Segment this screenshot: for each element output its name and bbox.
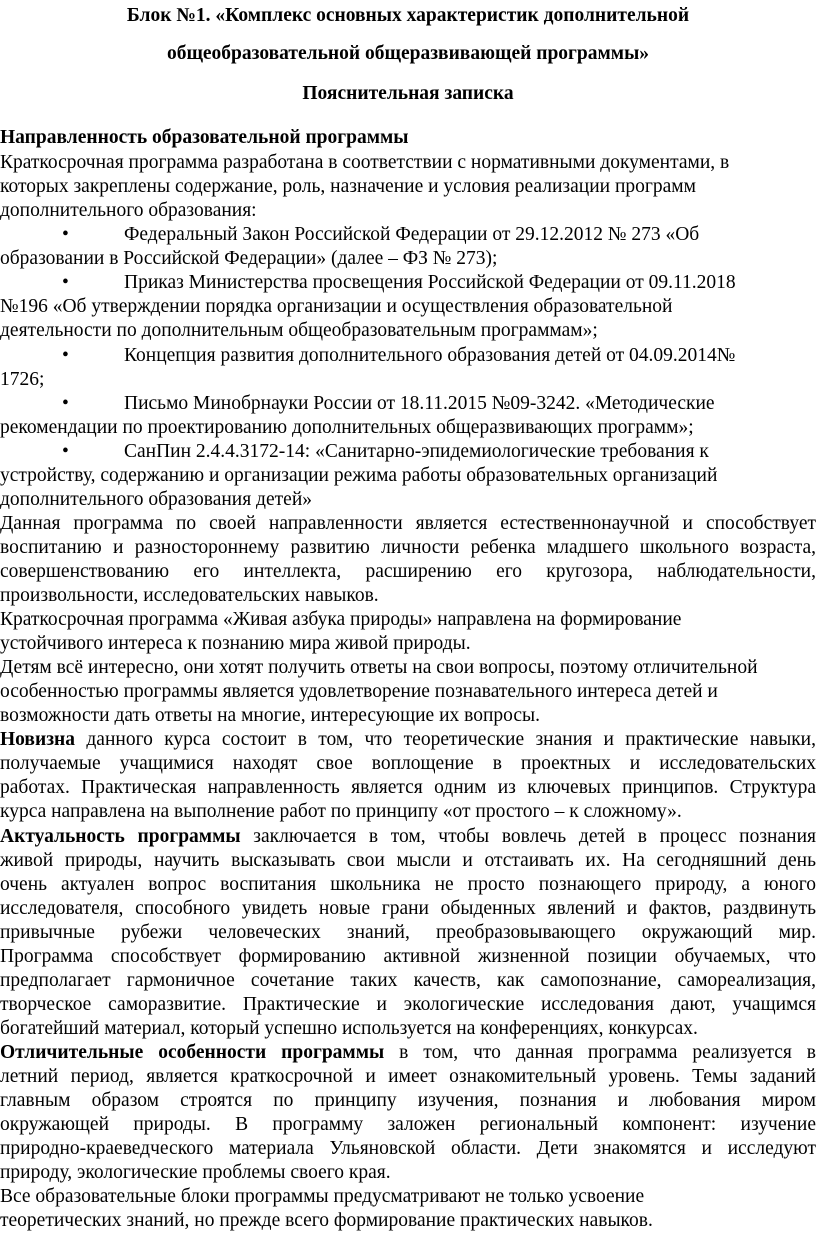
paragraph-line: исследователя, способного увидеть новые грани обыденных явлений и фактов, раздвинуть <box>0 898 816 919</box>
paragraph-line: работах. Практическая направленность является одним из ключевых принципов. Структура <box>0 777 816 798</box>
title-line-2: общеобразовательной общеразвивающей программы» <box>166 43 650 64</box>
list-item-continuation: образовании в Российской Федерации» (далее – ФЗ № 273); <box>0 248 498 269</box>
paragraph-line: устойчивого интереса к познанию мира живой природы. <box>0 633 471 654</box>
title-line-3: Пояснительная записка <box>302 83 514 104</box>
relevance-label: Актуальность программы <box>0 826 241 847</box>
features-text: в том, что данная программа реализуется в <box>384 1042 816 1063</box>
section-heading: Направленность образовательной программы <box>0 127 409 148</box>
list-item-text: Концепция развития дополнительного образования детей от 04.09.2014№ <box>124 345 736 366</box>
paragraph-line: богатейший материал, который успешно используется на конференциях, конкурсах. <box>0 1018 698 1039</box>
paragraph-line: творческое саморазвитие. Практические и экологические исследования дают, учащимся <box>0 994 816 1015</box>
paragraph-line: совершенствованию его интеллекта, расширению его кругозора, наблюдательности, <box>0 561 816 582</box>
novelty-label: Новизна <box>0 729 76 750</box>
paragraph-line: получаемые учащимися находят свое воплощение в проектных и исследовательских <box>0 753 816 774</box>
paragraph-line: воспитанию и разностороннему развитию личности ребенка младшего школьного возраста, <box>0 537 816 558</box>
paragraph-line: курса направлена на выполнение работ по принципу «от простого – к сложному». <box>0 801 682 822</box>
bullet-marker: • <box>62 272 69 293</box>
list-item-continuation: устройству, содержанию и организации режима работы образовательных организаций <box>0 465 718 486</box>
features-line <box>0 1041 816 1065</box>
bullet-marker: • <box>62 224 69 245</box>
list-item-continuation: рекомендации по проектированию дополнительных общеразвивающих программ»; <box>0 417 694 438</box>
novelty-line <box>0 728 816 752</box>
paragraph-line: природно-краеведческого материала Ульяновской области. Дети знакомятся и исследуют <box>0 1138 816 1159</box>
relevance-text: заключается в том, чтобы вовлечь детей в процесс познания <box>240 826 816 847</box>
list-item-text: Федеральный Закон Российской Федерации от 29.12.2012 № 273 «Об <box>124 224 700 245</box>
list-item-continuation: №196 «Об утверждении порядка организации и осуществления образовательной <box>0 296 673 317</box>
paragraph-line: Краткосрочная программа «Живая азбука природы» направлена на формирование <box>0 609 682 630</box>
intro-line: дополнительного образования: <box>0 200 257 221</box>
paragraph-line: главным образом строятся по принципу изучения, познания и любования миром <box>0 1090 816 1111</box>
bullet-marker: • <box>62 345 69 366</box>
paragraph-line: окружающей природы. В программу заложен региональный компонент: изучение <box>0 1114 816 1135</box>
paragraph-line: живой природы, научить высказывать свои мысли и отстаивать их. На сегодняшний день <box>0 850 816 871</box>
novelty-text: данного курса состоит в том, что теоретические знания и практические навыки, <box>75 729 816 750</box>
paragraph-line: привычные рубежи человеческих знаний, преобразовывающего окружающий мир. <box>0 922 816 943</box>
paragraph-line: Детям всё интересно, они хотят получить ответы на свои вопросы, поэтому отличительной <box>0 657 758 678</box>
title-line-1: Блок №1. «Комплекс основных характеристик дополнительной <box>126 5 690 26</box>
list-item-continuation: 1726; <box>0 369 45 390</box>
paragraph-line: очень актуален вопрос воспитания школьника не просто познающего природу, а юного <box>0 874 816 895</box>
paragraph-line: Программа способствует формированию активной жизненной позиции обучаемых, что <box>0 946 816 967</box>
bullet-marker: • <box>62 393 69 414</box>
paragraph-line: Все образовательные блоки программы предусматривают не только усвоение <box>0 1186 645 1207</box>
paragraph-line: летний период, является краткосрочной и имеет ознакомительный уровень. Темы заданий <box>0 1066 816 1087</box>
list-item-text: Письмо Минобрнауки России от 18.11.2015 №09-3242. «Методические <box>124 393 715 414</box>
paragraph-line: предполагает гармоничное сочетание таких качеств, как самопознание, самореализация, <box>0 970 816 991</box>
paragraph-line: особенностью программы является удовлетворение познавательного интереса детей и <box>0 681 718 702</box>
relevance-line <box>0 825 816 849</box>
list-item-text: СанПин 2.4.4.3172-14: «Санитарно-эпидемиологические требования к <box>124 441 709 462</box>
paragraph-line: произвольности, исследовательских навыков. <box>0 585 379 606</box>
list-item-text: Приказ Министерства просвещения Российской Федерации от 09.11.2018 <box>124 272 736 293</box>
bullet-marker: • <box>62 441 69 462</box>
paragraph-line: теоретических знаний, но прежде всего формирование практических навыков. <box>0 1210 653 1231</box>
intro-line: которых закреплены содержание, роль, назначение и условия реализации программ <box>0 176 696 197</box>
paragraph-line: природу, экологические проблемы своего края. <box>0 1162 391 1183</box>
features-label: Отличительные особенности программы <box>0 1042 385 1063</box>
paragraph-line: Данная программа по своей направленности является естественнонаучной и способствует <box>0 513 816 534</box>
paragraph-line: возможности дать ответы на многие, интересующие их вопросы. <box>0 705 541 726</box>
intro-line: Краткосрочная программа разработана в соответствии с нормативными документами, в <box>0 152 730 173</box>
list-item-continuation: деятельности по дополнительным общеобразовательным программам»; <box>0 320 598 341</box>
list-item-continuation: дополнительного образования детей» <box>0 489 312 510</box>
